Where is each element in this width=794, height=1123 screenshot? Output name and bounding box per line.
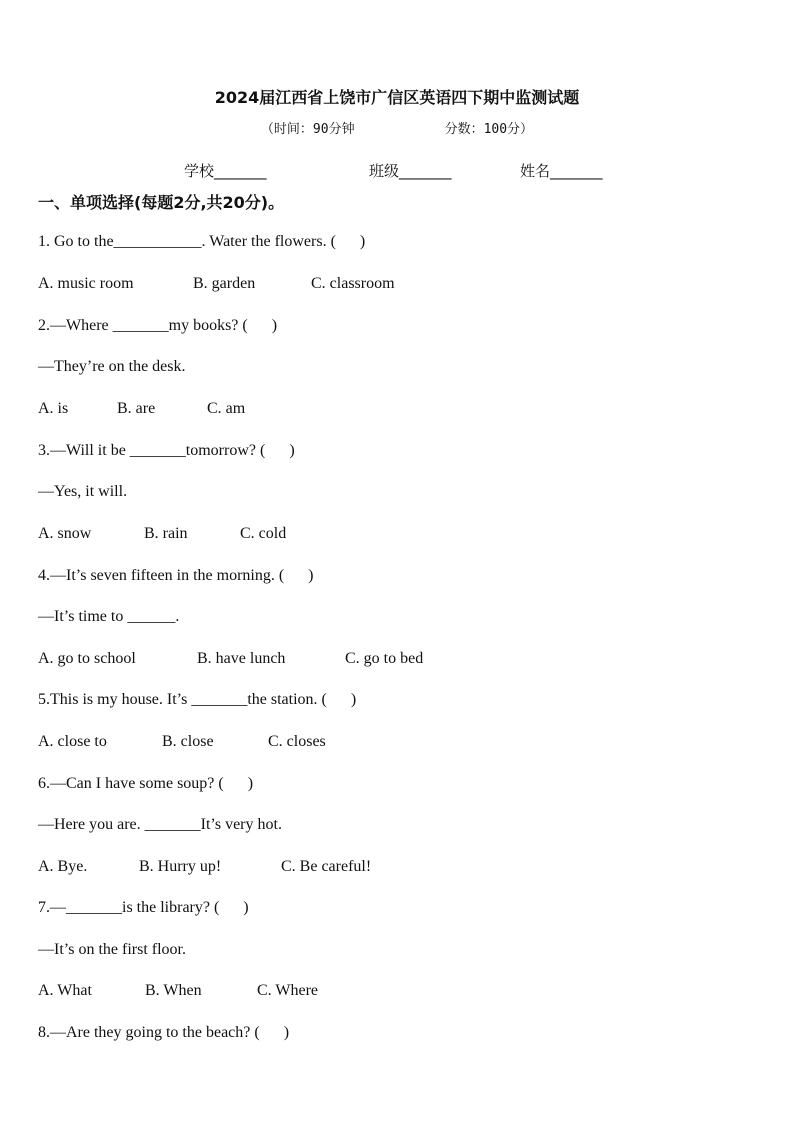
option-a[interactable]: A. Bye. bbox=[38, 858, 88, 875]
question-7-options bbox=[38, 982, 318, 1000]
question-4-answer: —It’s time to ______. bbox=[38, 608, 180, 625]
school-field[interactable]: 学校_______ bbox=[184, 162, 267, 180]
exam-time: （时间：90分钟 bbox=[260, 122, 355, 137]
option-c[interactable]: C. go to bed bbox=[345, 650, 424, 667]
option-b[interactable]: B. Hurry up! bbox=[139, 858, 222, 875]
option-c[interactable]: C. cold bbox=[240, 525, 287, 542]
question-4-options bbox=[38, 650, 423, 668]
option-b[interactable]: B. have lunch bbox=[197, 650, 286, 667]
option-a[interactable]: A. What bbox=[38, 982, 92, 999]
option-c[interactable]: C. classroom bbox=[311, 275, 395, 292]
question-4: 4.—It’s seven fifteen in the morning. ( ) bbox=[38, 567, 314, 584]
option-b[interactable]: B. When bbox=[145, 982, 202, 999]
exam-score: 分数：100分） bbox=[444, 122, 534, 137]
question-7-answer: —It’s on the first floor. bbox=[38, 941, 186, 958]
option-c[interactable]: C. am bbox=[207, 400, 246, 417]
name-field[interactable]: 姓名_______ bbox=[520, 162, 603, 180]
question-6-answer: —Here you are. _______It’s very hot. bbox=[38, 816, 282, 833]
option-a[interactable]: A. music room bbox=[38, 275, 134, 292]
question-2: 2.—Where _______my books? ( ) bbox=[38, 317, 278, 334]
section-heading: 一、单项选择(每题2分,共20分)。 bbox=[38, 193, 285, 212]
question-7: 7.—_______is the library? ( ) bbox=[38, 899, 249, 916]
question-6: 6.—Can I have some soup? ( ) bbox=[38, 775, 254, 792]
question-1-options bbox=[38, 275, 395, 293]
exam-title: 2024届江西省上饶市广信区英语四下期中监测试题 bbox=[214, 88, 580, 107]
option-a[interactable]: A. close to bbox=[38, 733, 107, 750]
question-6-options bbox=[38, 858, 371, 876]
option-a[interactable]: A. snow bbox=[38, 525, 92, 542]
question-3: 3.—Will it be _______tomorrow? ( ) bbox=[38, 442, 295, 459]
option-c[interactable]: C. Where bbox=[257, 982, 319, 999]
option-c[interactable]: C. Be careful! bbox=[281, 858, 372, 875]
question-3-options bbox=[38, 525, 286, 543]
question-2-options bbox=[38, 400, 245, 418]
option-a[interactable]: A. is bbox=[38, 400, 69, 417]
option-b[interactable]: B. rain bbox=[144, 525, 188, 542]
class-field[interactable]: 班级_______ bbox=[369, 162, 452, 180]
question-3-answer: —Yes, it will. bbox=[38, 483, 128, 500]
option-b[interactable]: B. close bbox=[162, 733, 214, 750]
option-b[interactable]: B. are bbox=[117, 400, 156, 417]
question-5: 5.This is my house. It’s _______the station. ( ) bbox=[38, 691, 357, 708]
question-2-answer: —They’re on the desk. bbox=[38, 358, 186, 375]
question-5-options bbox=[38, 733, 326, 751]
option-b[interactable]: B. garden bbox=[193, 275, 256, 292]
question-8: 8.—Are they going to the beach? ( ) bbox=[38, 1024, 290, 1041]
exam-meta bbox=[0, 118, 794, 137]
option-a[interactable]: A. go to school bbox=[38, 650, 136, 667]
option-c[interactable]: C. closes bbox=[268, 733, 326, 750]
question-1: 1. Go to the___________. Water the flowers. ( ) bbox=[38, 233, 366, 250]
